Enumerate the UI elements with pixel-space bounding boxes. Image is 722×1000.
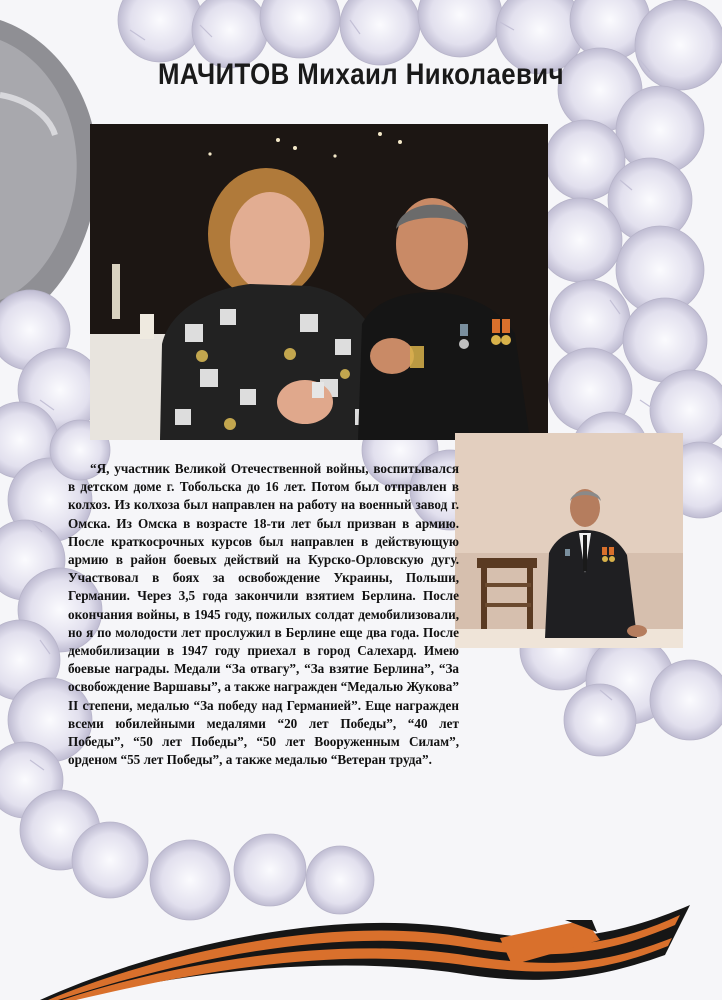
page-title: МАЧИТОВ Михаил Николаевич: [157, 58, 565, 91]
biography-text: “Я, участник Великой Отечественной войны, воспитывался в детском доме г. Тобольска до 16 лет. Потом был отправлен в колхоз. Из колхоза был направлен на работу на военный завод г. Омска. Из Омска в возрасте 18-ти лет был призван в армию. После краткосрочных курсов был направлен в действующую армию в район боевых действий на Курско-Орловскую дугу. Участвовал в боях за освобождение Украины, Польши, Германии. Через 3,5 года закончили взятием Берлина. После окончания войны, в 1945 году, пожилых солдат демобилизовали, но я по молодости лет прослужил в Берлине еще два года. После демобилизации в 1947 году приехал в город Салехард. Имею боевые награды. Медали “За отвагу”, “За взятие Берлина”, “За освобождение Варшавы”, а также награжден “Медалью Жукова” II степени, медалью “За победу над Германией”. Еще награжден всеми юбилейными медалями “20 лет Победы”, “40 лет Победы”, “50 лет Победы”, “50 лет Вооруженным Силам”, орденом “55 лет Победы”, а также медалью “Ветеран труда”.: [68, 461, 459, 768]
couple-photo: [90, 124, 548, 440]
veteran-portrait-photo: [455, 433, 683, 648]
st-george-ribbon: [0, 880, 722, 1000]
